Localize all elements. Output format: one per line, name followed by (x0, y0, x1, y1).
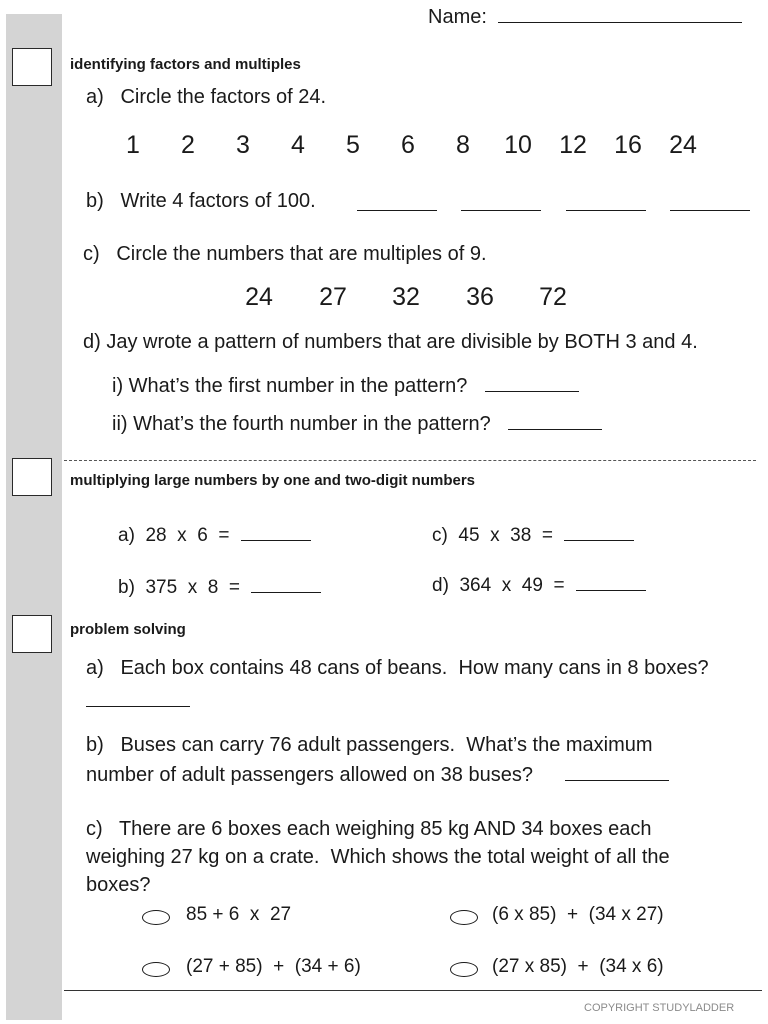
equation-d: d) 364 x 49 = (432, 575, 565, 596)
option-1-label: 85 + 6 x 27 (186, 904, 292, 925)
factor-number[interactable]: 1 (126, 131, 140, 159)
factor-number[interactable]: 4 (291, 131, 305, 159)
section2-question-b (118, 574, 321, 599)
section1-question-d-i (112, 373, 579, 398)
question-b-text: b) Write 4 factors of 100. (86, 190, 316, 212)
option-2-radio[interactable] (450, 910, 478, 925)
section3-question-b-line1: b) Buses can carry 76 adult passengers. What’s the maximum (86, 734, 653, 756)
answer-blank-3b[interactable] (565, 762, 669, 781)
section3-checkbox[interactable] (12, 615, 52, 653)
footer-line (64, 990, 762, 991)
copyright-text: COPYRIGHT STUDYLADDER (584, 1002, 735, 1014)
multiple-number[interactable]: 36 (466, 283, 494, 311)
section3-question-b-line2 (86, 762, 669, 787)
factor-blank-2[interactable] (461, 190, 541, 211)
section1-question-d-ii (112, 411, 602, 436)
option-3-radio[interactable] (142, 962, 170, 977)
factor-blank-4[interactable] (670, 190, 750, 211)
factor-number[interactable]: 8 (456, 131, 470, 159)
section2-question-c (432, 522, 634, 547)
answer-blank-2c[interactable] (564, 522, 634, 541)
name-blank[interactable] (498, 22, 742, 23)
name-field[interactable] (428, 6, 742, 29)
section2-question-a (118, 522, 311, 547)
answer-blank-d-ii[interactable] (508, 411, 602, 430)
multiple-number[interactable]: 24 (245, 283, 273, 311)
section-divider-dashed (64, 460, 756, 461)
answer-blank-3a[interactable] (86, 688, 190, 707)
option-4-label: (27 x 85) + (34 x 6) (492, 956, 664, 977)
factor-number[interactable]: 10 (504, 131, 532, 159)
question-d-ii-text: ii) What’s the fourth number in the pattern? (112, 413, 491, 435)
multiple-number[interactable]: 27 (319, 283, 347, 311)
factor-number[interactable]: 16 (614, 131, 642, 159)
answer-blank-d-i[interactable] (485, 373, 579, 392)
section1-question-d: d) Jay wrote a pattern of numbers that are divisible by BOTH 3 and 4. (83, 331, 698, 353)
factor-number[interactable]: 24 (669, 131, 697, 159)
factor-number[interactable]: 2 (181, 131, 195, 159)
name-label: Name: (428, 6, 487, 28)
answer-blank-2d[interactable] (576, 572, 646, 591)
factor-blank-1[interactable] (357, 190, 437, 211)
option-3-label: (27 + 85) + (34 + 6) (186, 956, 361, 977)
factor-number[interactable]: 12 (559, 131, 587, 159)
section2-question-d (432, 572, 646, 597)
section1-question-a: a) Circle the factors of 24. (86, 86, 327, 108)
section3-question-c-line2: weighing 27 kg on a crate. Which shows the total weight of all the (86, 846, 670, 868)
section3-heading: problem solving (70, 621, 186, 638)
multiple-number[interactable]: 32 (392, 283, 420, 311)
left-margin-bar (6, 14, 62, 1020)
question-b-line2-text: number of adult passengers allowed on 38 buses? (86, 764, 533, 786)
section3-question-c-line1: c) There are 6 boxes each weighing 85 kg AND 34 boxes each (86, 818, 652, 840)
multiple-number[interactable]: 72 (539, 283, 567, 311)
section1-question-c: c) Circle the numbers that are multiples of 9. (83, 243, 487, 265)
equation-a: a) 28 x 6 = (118, 525, 230, 546)
factor-blank-3[interactable] (566, 190, 646, 211)
factor-number[interactable]: 5 (346, 131, 360, 159)
option-1-radio[interactable] (142, 910, 170, 925)
equation-b: b) 375 x 8 = (118, 577, 240, 598)
factor-number[interactable]: 3 (236, 131, 250, 159)
factor-number[interactable]: 6 (401, 131, 415, 159)
section3-question-a: a) Each box contains 48 cans of beans. How many cans in 8 boxes? (86, 657, 709, 679)
section2-heading: multiplying large numbers by one and two-digit numbers (70, 472, 476, 489)
option-4-radio[interactable] (450, 962, 478, 977)
answer-blank-2b[interactable] (251, 574, 321, 593)
answer-blank-2a[interactable] (241, 522, 311, 541)
section2-checkbox[interactable] (12, 458, 52, 496)
section1-checkbox[interactable] (12, 48, 52, 86)
section3-question-c-line3: boxes? (86, 874, 151, 896)
question-d-i-text: i) What’s the first number in the pattern? (112, 375, 468, 397)
equation-c: c) 45 x 38 = (432, 525, 553, 546)
section1-heading: identifying factors and multiples (70, 56, 301, 73)
option-2-label: (6 x 85) + (34 x 27) (492, 904, 664, 925)
